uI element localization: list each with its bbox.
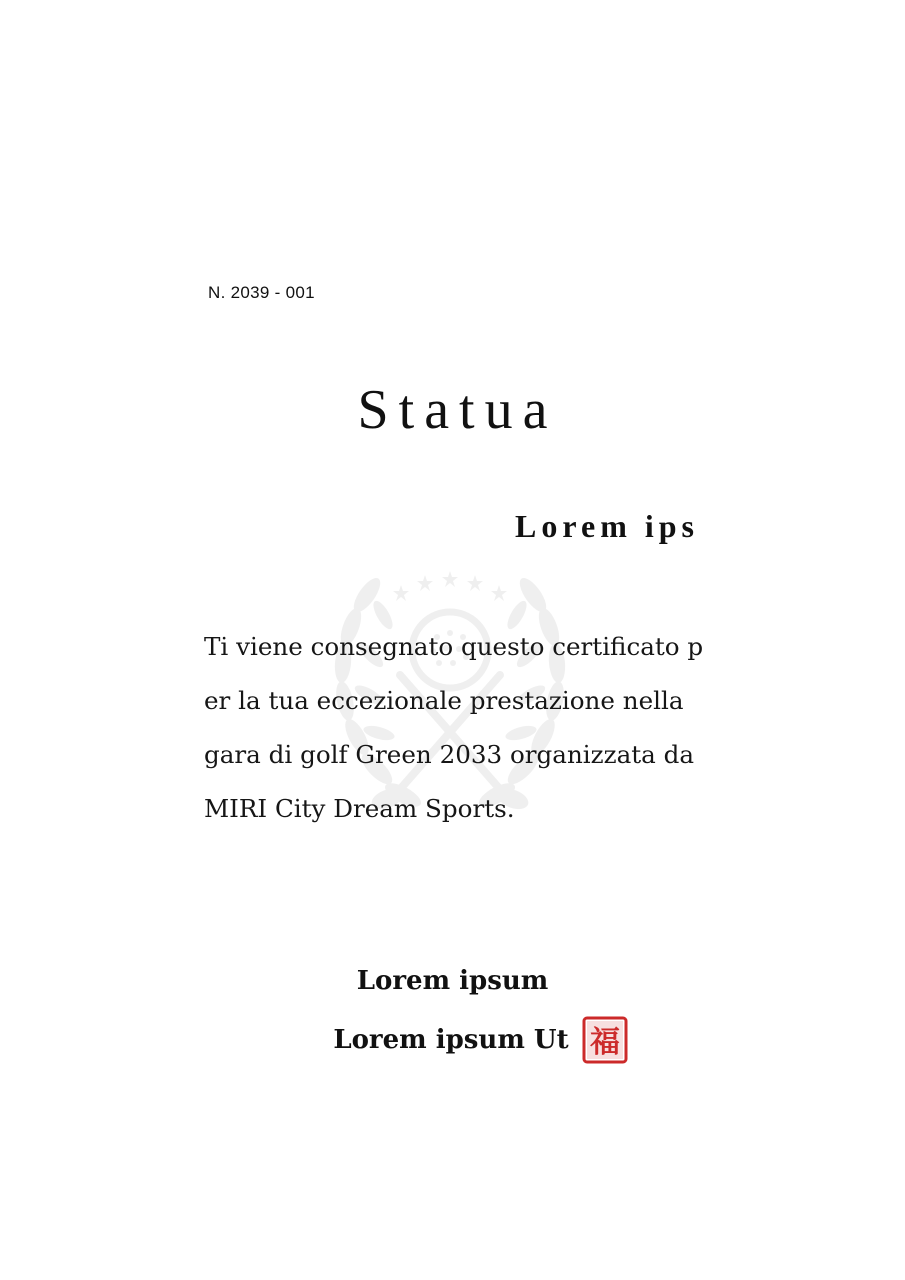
seal-glyph: 福 — [589, 1025, 620, 1060]
recipient-name: Lorem ips — [515, 508, 699, 544]
certificate-body-text: Ti viene consegnato questo certificato per la tua eccezionale prestazione nella gara di golf Green 2033 organizzata da MIRI City Dream Sports. — [204, 632, 704, 823]
certificate-number: N. 2039 - 001 — [208, 283, 315, 302]
signature-line-2-row — [0, 1016, 905, 1064]
certificate-title: Statua — [357, 379, 558, 441]
red-fu-seal-icon — [582, 1016, 628, 1064]
signature-line-1: Lorem ipsum — [356, 966, 549, 996]
signature-line-2: Lorem ipsum Ut — [333, 1025, 569, 1055]
